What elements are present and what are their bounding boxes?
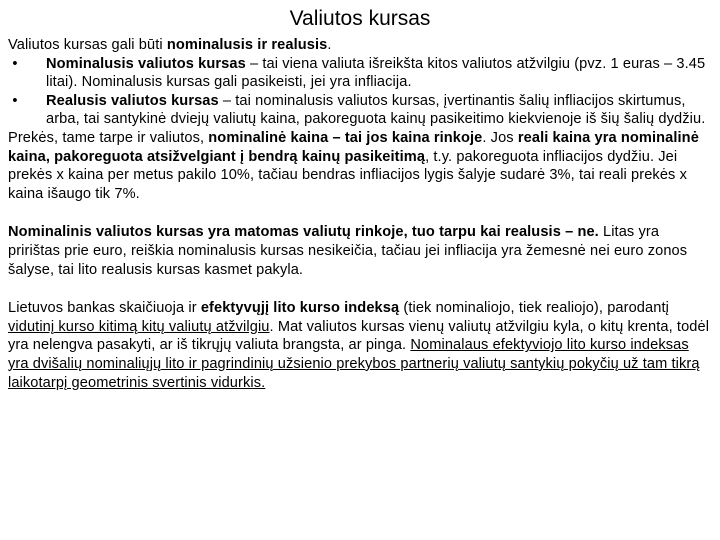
goods-bold-2: reali kaina yra nominalinė kaina, pakoreguota atsižvelgiant į bendrą kainų pasikeitimą <box>8 129 699 165</box>
nominal-definition: – tai viena valiuta išreikšta kitos valiutos atžvilgiu (pvz. 1 euras – 3.45 litai). Nominalusis kursas gali pasikeisti, jei yra infliacija. <box>46 55 706 91</box>
goods-paragraph <box>8 129 712 203</box>
bullet-icon: • <box>12 92 18 109</box>
intro-paragraph <box>8 36 712 55</box>
bank-bold: efektyvųjį lito kurso indeksą <box>200 300 400 317</box>
nominal-term: Nominalusis valiutos kursas <box>46 55 246 72</box>
intro-bold: nominalusis ir realusis <box>166 37 328 53</box>
definition-list <box>8 55 712 129</box>
bank-paragraph <box>8 299 712 392</box>
goods-bold-1: nominalinė kaina – tai jos kaina rinkoje <box>208 129 483 146</box>
bank-underline-2: Nominalaus efektyviojo lito kurso indeksas yra dvišalių nominaliųjų lito ir pagrindinių užsienio prekybos partnerių valiutų santykių pokyčių už tam tikrą laikotarpį geometrinis svertinis vidurkis. <box>8 337 700 391</box>
goods-text-1: Prekės, tame tarpe ir valiutos, <box>8 129 209 146</box>
real-definition: – tai nominalusis valiutos kursas, įvertinantis šalių infliacijos skirtumus, arba, tai santykinė dviejų valiutų kaina, pakoreguota kainų pasikeitimo kiekvienoje iš šių šalių dydžiu. <box>46 92 706 128</box>
bullet-icon: • <box>12 55 18 72</box>
nominal-paragraph <box>8 223 712 279</box>
intro-end: . <box>327 37 332 53</box>
bank-text-1: Lietuvos bankas skaičiuoja ir <box>8 300 201 317</box>
nominal-text: Litas yra pririštas prie euro, reiškia nominalusis kursas nesikeičia, tačiau jei infliacija yra žemesnė nei euro zonos šalyse, tai lito realusis kursas kasmet pakyla. <box>8 224 688 278</box>
list-item-nominal <box>8 55 712 92</box>
bank-text-2: (tiek nominaliojo, tiek realiojo), parodantį <box>399 300 669 317</box>
slide-body <box>8 36 712 392</box>
bank-text-3: . Mat valiutos kursas vienų valiutų atžvilgiu kyla, o kitų krenta, todėl yra nelengva pasakyti, ar iš tikrųjų valiuta brangsta, ar pinga. <box>8 318 710 354</box>
bank-underline-1: vidutinį kurso kitimą kitų valiutų atžvilgiu <box>8 318 270 335</box>
list-item-real <box>8 92 712 129</box>
real-term: Realusis valiutos kursas <box>46 92 219 109</box>
goods-text-3: , t.y. pakoreguota infliacijos dydžiu. Jei prekės x kaina per metus pakilo 10%, tačiau bendras infliacijos lygis šalyje sudarė 3%, tai reali prekės x kaina išaugo tik 7%. <box>8 148 687 202</box>
slide-title: Valiutos kursas <box>289 7 431 30</box>
intro-text: Valiutos kursas gali būti <box>8 37 167 53</box>
goods-text-2: . Jos <box>482 129 518 146</box>
nominal-bold: Nominalinis valiutos kursas yra matomas valiutų rinkoje, tuo tarpu kai realusis – ne. <box>8 224 599 241</box>
